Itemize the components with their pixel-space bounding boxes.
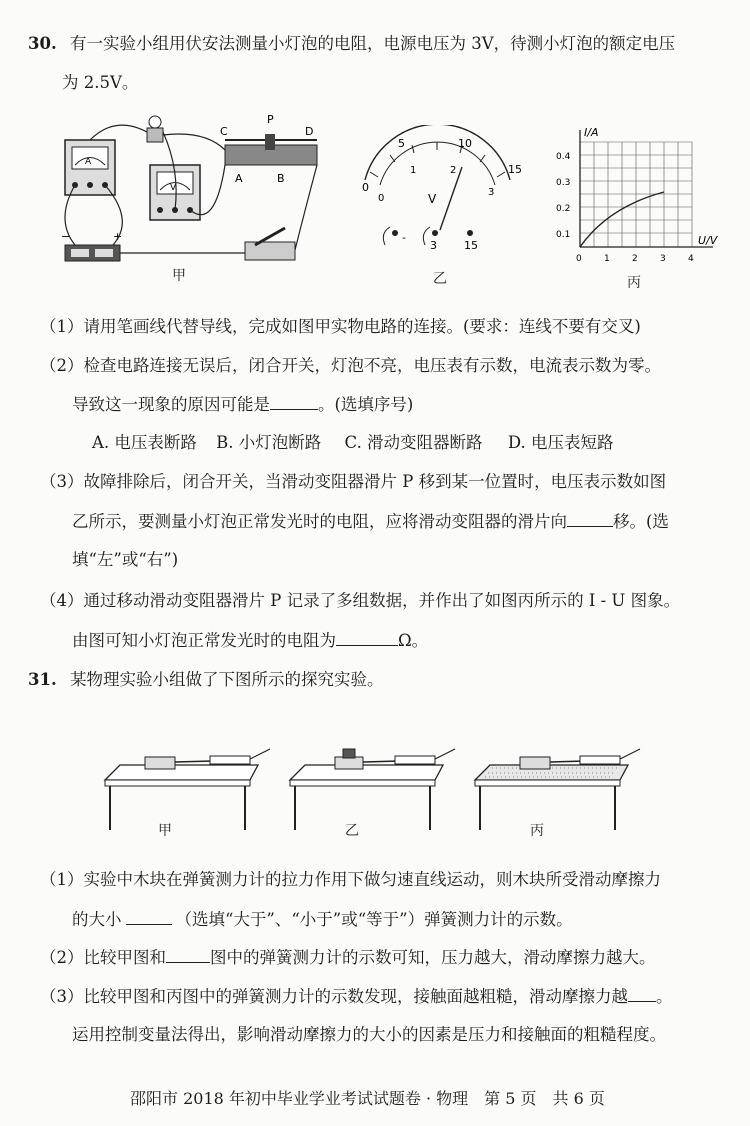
answer-blank[interactable] <box>166 946 210 963</box>
ammeter-icon <box>65 140 115 195</box>
option-d: D. 电压表短路 <box>507 433 614 452</box>
graph-xlabel: U/V <box>698 234 718 247</box>
svg-text:−: − <box>61 230 71 243</box>
answer-blank[interactable] <box>126 908 172 925</box>
option-b: B. 小灯泡断路 <box>216 433 322 452</box>
terminal-3-label: 3 <box>430 239 437 252</box>
q30-sub3-line2 <box>72 510 669 533</box>
terminal-minus-label: - <box>402 231 406 244</box>
figure-q31-friction <box>100 735 660 835</box>
rheostat-icon <box>225 134 317 165</box>
q31-sub1-line2 <box>72 908 573 931</box>
figure-jia-circuit <box>55 110 330 270</box>
q30-sub2-hint: 。(选填序号) <box>318 395 414 414</box>
q30-stem-line2: 为 2.5V。 <box>62 73 139 92</box>
dial-needle <box>440 167 462 230</box>
q30-sub4-line2 <box>72 629 428 652</box>
graph-ytick: 0.3 <box>556 178 571 188</box>
dial-inner-1: 1 <box>410 165 417 176</box>
q31-stem-text: 某物理实验小组做了下图所示的探究实验。 <box>69 670 384 689</box>
table-jia-icon <box>105 749 270 830</box>
answer-blank[interactable] <box>567 510 613 527</box>
q31-sub1-line1: （1）实验中木块在弹簧测力计的拉力作用下做匀速直线运动，则木块所受滑动摩擦力 <box>40 870 661 889</box>
figure-bing-label: 丙 <box>627 275 641 291</box>
rheostat-label-p: P <box>267 113 274 126</box>
q31-sub3-line2: 运用控制变量法得出，影响滑动摩擦力的大小的因素是压力和接触面的粗糙程度。 <box>72 1025 666 1044</box>
q31-stem <box>28 669 383 691</box>
rheostat-label-a: A <box>235 172 243 185</box>
option-a: A. 电压表断路 <box>92 433 197 452</box>
page-footer: 邵阳市 2018 年初中毕业学业考试试题卷 · 物理 第 5 页 共 6 页 <box>130 1089 605 1108</box>
dial-inner-3: 3 <box>488 187 495 198</box>
graph-ylabel: I/A <box>584 126 599 139</box>
switch-icon <box>245 228 295 260</box>
q30-sub4-unit: Ω。 <box>398 631 429 650</box>
svg-text:V: V <box>170 183 177 193</box>
answer-blank[interactable] <box>336 629 398 646</box>
figure-yi-dial <box>340 125 535 270</box>
dial-v-label: V <box>428 192 437 206</box>
dial-outer-10: 10 <box>458 137 472 150</box>
svg-text:A: A <box>85 157 92 167</box>
answer-blank[interactable] <box>628 985 656 1002</box>
q31-sub3-line1 <box>40 985 673 1008</box>
graph-xtick: 0 <box>576 254 582 264</box>
q30-stem-line1 <box>28 33 675 55</box>
rheostat-label-b: B <box>277 172 285 185</box>
table-bing-icon <box>475 749 640 830</box>
graph-grid <box>580 142 692 247</box>
q30-sub4-line1: （4）通过移动滑动变阻器滑片 P 记录了多组数据，并作出了如图丙所示的 I - U 图象。 <box>40 591 681 610</box>
q30-sub3-line3: 填“左”或“右”) <box>72 550 179 569</box>
q30-sub2-options <box>92 432 613 454</box>
q31-sub2 <box>40 946 656 969</box>
rheostat-label-d: D <box>305 125 314 138</box>
dial-outer-15: 15 <box>508 163 522 176</box>
q31-figure-yi-label: 乙 <box>345 823 359 839</box>
q30-sub3-hint: 移。(选 <box>613 512 669 531</box>
graph-xtick: 1 <box>604 254 610 264</box>
q30-sub4-text: 由图可知小灯泡正常发光时的电阻为 <box>72 631 336 650</box>
rheostat-label-c: C <box>220 125 228 138</box>
figure-bing-graph <box>548 122 728 272</box>
q30-sub3-line1: （3）故障排除后，闭合开关，当滑动变阻器滑片 P 移到某一位置时，电压表示数如图 <box>40 472 667 491</box>
q31-number: 31. <box>28 670 57 689</box>
graph-xtick: 2 <box>632 254 638 264</box>
q31-sub2-rest: 图中的弹簧测力计的示数可知，压力越大，滑动摩擦力越大。 <box>210 948 656 967</box>
graph-ytick: 0.1 <box>556 230 571 240</box>
terminal-15-label: 15 <box>464 239 478 252</box>
terminal-3-icon <box>432 230 438 236</box>
q30-stem-text: 有一实验小组用伏安法测量小灯泡的电阻，电源电压为 3V，待测小灯泡的额定电压 <box>69 34 676 53</box>
q31-figure-bing-label: 丙 <box>530 823 544 839</box>
dial-outer-0: 0 <box>362 181 369 194</box>
dial-inner-2: 2 <box>450 165 457 176</box>
q30-number: 30. <box>28 34 57 53</box>
lamp-icon <box>147 116 163 142</box>
graph-ytick: 0.4 <box>556 152 571 162</box>
dial-ticks <box>370 142 505 177</box>
table-yi-icon <box>290 749 455 830</box>
q30-sub1: （1）请用笔画线代替导线，完成如图甲实物电路的连接。(要求：连线不要有交叉) <box>40 317 641 336</box>
q30-sub2-line1: （2）检查电路连接无误后，闭合开关，灯泡不亮，电压表有示数，电流表示数为零。 <box>40 356 661 375</box>
figure-yi-label: 乙 <box>433 271 447 287</box>
q31-sub3-text: （3）比较甲图和丙图中的弹簧测力计的示数发现，接触面越粗糙，滑动摩擦力越 <box>40 987 628 1006</box>
graph-xtick: 4 <box>688 254 694 264</box>
terminal-minus-icon <box>392 230 398 236</box>
q30-sub2-text: 导致这一现象的原因可能是 <box>72 395 270 414</box>
graph-xtick: 3 <box>660 254 666 264</box>
battery-icon <box>61 230 122 261</box>
svg-text:+: + <box>113 230 123 243</box>
q30-sub2-line2 <box>72 393 413 416</box>
q31-sub2-text: （2）比较甲图和 <box>40 948 166 967</box>
terminal-15-icon <box>467 230 473 236</box>
q31-sub3-end: 。 <box>656 987 673 1006</box>
option-c: C. 滑动变阻器断路 <box>344 433 483 452</box>
q31-sub1-hint: （选填“大于”、“小于”或“等于”）弹簧测力计的示数。 <box>175 910 573 929</box>
dial-inner-0: 0 <box>378 193 385 204</box>
q30-sub3-text: 乙所示，要测量小灯泡正常发光时的电阻，应将滑动变阻器的滑片向 <box>72 512 567 531</box>
figure-jia-label: 甲 <box>172 268 186 284</box>
graph-ytick: 0.2 <box>556 204 571 214</box>
dial-outer-5: 5 <box>398 137 405 150</box>
q31-figure-jia-label: 甲 <box>158 823 172 839</box>
q31-sub1-text: 的大小 <box>72 910 122 929</box>
answer-blank[interactable] <box>270 393 318 410</box>
